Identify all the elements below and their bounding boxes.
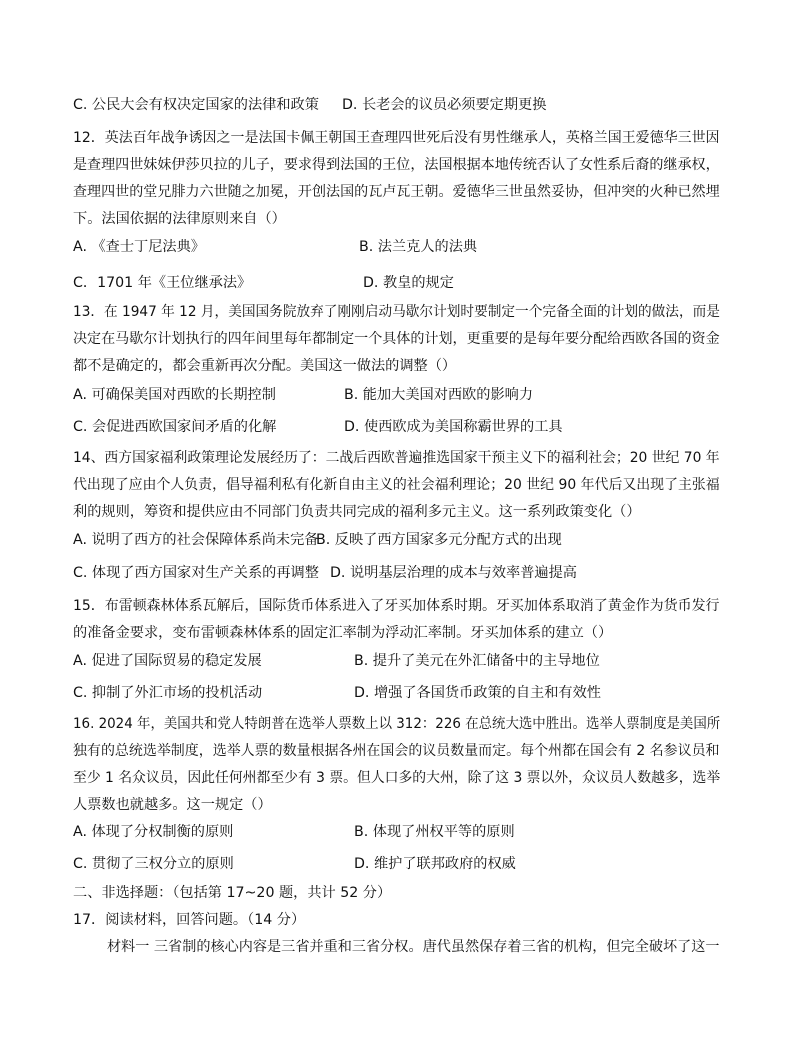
q14-option-a: A. 说明了西方的社会保障体系尚未完备 — [73, 532, 319, 548]
q16-option-c: C. 贯彻了三权分立的原则 — [73, 856, 234, 872]
q12-stem-line: 12．英法百年战争诱因之一是法国卡佩王朝国王查理四世死后没有男性继承人，英格兰国王爱德华三世因 — [73, 130, 720, 146]
q12-option-d: D. 教皇的规定 — [363, 275, 454, 291]
q14-option-c: C. 体现了西方国家对生产关系的再调整 — [73, 565, 319, 581]
q12-option-a: A. 《查士丁尼法典》 — [73, 239, 205, 255]
q12-option-c: C．1701 年《王位继承法》 — [73, 275, 252, 291]
q13-option-d: D. 使西欧成为美国称霸世界的工具 — [344, 419, 563, 435]
q12-option-b: B. 法兰克人的法典 — [359, 239, 478, 255]
q14-stem-line: 代出现了应由个人负责，倡导福利私有化新自由主义的社会福利理论；20 世纪 90 年代后又出现了主张福 — [73, 477, 720, 493]
q16-stem-line: 独有的总统选举制度，选举人票的数量根据各州在国会的议员数量而定。每个州都在国会有 2 名参议员和 — [73, 743, 720, 759]
section-heading: 二、非选择题：（包括第 17~20 题，共计 52 分） — [73, 885, 392, 901]
q13-stem-line: 13．在 1947 年 12 月，美国国务院放弃了刚刚启动马歇尔计划时要制定一个完备全面的计划的做法，而是 — [73, 304, 720, 320]
q12-stem-line: 查理四世的堂兄腓力六世随之加冕，开创法国的瓦卢瓦王朝。爱德华三世虽然妥协，但冲突的火种已然埋 — [73, 184, 720, 200]
q11-option-d: D. 长老会的议员必须要定期更换 — [342, 97, 547, 113]
q16-stem-line: 人票数也就越多。这一规定（） — [73, 797, 272, 813]
q12-stem-line: 下。法国依据的法律原则来自（） — [73, 211, 286, 227]
q13-stem-line: 决定在马歇尔计划执行的四年间里每年都制定一个具体的计划，更重要的是每年要分配给西欧各国的资金 — [73, 331, 720, 347]
q16-option-a: A. 体现了分权制衡的原则 — [73, 824, 234, 840]
q14-stem-line: 利的规则，筹资和提供应由不同部门负责共同完成的福利多元主义。这一系列政策变化（） — [73, 504, 641, 520]
q16-stem-line: 16. 2024 年，美国共和党人特朗普在选举人票数上以 312：226 在总统大选中胜出。选举人票制度是美国所 — [73, 716, 721, 732]
q15-option-c: C. 抑制了外汇市场的投机活动 — [73, 685, 263, 701]
q15-option-b: B. 提升了美元在外汇储备中的主导地位 — [354, 653, 600, 669]
q17-title: 17．阅读材料，回答问题。（14 分） — [73, 912, 306, 928]
q15-stem-line: 的准备金要求，变布雷顿森林体系的固定汇率制为浮动汇率制。牙买加体系的建立（） — [73, 625, 613, 641]
q12-stem-line: 是查理四世妹妹伊莎贝拉的儿子，要求得到法国的王位，法国根据本地传统否认了女性系后裔的继承权， — [73, 157, 720, 173]
q11-option-c: C. 公民大会有权决定国家的法律和政策 — [73, 97, 319, 113]
q13-option-a: A. 可确保美国对西欧的长期控制 — [73, 387, 276, 403]
q14-option-d: D. 说明基层治理的成本与效率普遍提高 — [330, 565, 577, 581]
q17-material-line: 材料一 三省制的核心内容是三省并重和三省分权。唐代虽然保存着三省的机构，但完全破坏了这一 — [107, 939, 720, 955]
q14-option-b: B. 反映了西方国家多元分配方式的出现 — [316, 532, 562, 548]
q13-option-c: C. 会促进西欧国家间矛盾的化解 — [73, 419, 277, 435]
q13-option-b: B. 能加大美国对西欧的影响力 — [344, 387, 534, 403]
q15-stem-line: 15．布雷顿森林体系瓦解后，国际货币体系进入了牙买加体系时期。牙买加体系取消了黄金作为货币发行 — [73, 598, 720, 614]
q16-option-b: B. 体现了州权平等的原则 — [354, 824, 515, 840]
q15-option-a: A. 促进了国际贸易的稳定发展 — [73, 653, 262, 669]
q16-option-d: D. 维护了联邦政府的权威 — [354, 856, 516, 872]
q15-option-d: D. 增强了各国货币政策的自主和有效性 — [354, 685, 601, 701]
q14-stem-line: 14、西方国家福利政策理论发展经历了：二战后西欧普遍推选国家干预主义下的福利社会；20 世纪 70 年 — [73, 450, 720, 466]
q13-stem-line: 都不是确定的，都会重新再次分配。美国这一做法的调整（） — [73, 358, 457, 374]
q16-stem-line: 至少 1 名众议员，因此任何州都至少有 3 票。但人口多的大州，除了这 3 票以外，众议员人数越多，选举 — [73, 770, 721, 786]
